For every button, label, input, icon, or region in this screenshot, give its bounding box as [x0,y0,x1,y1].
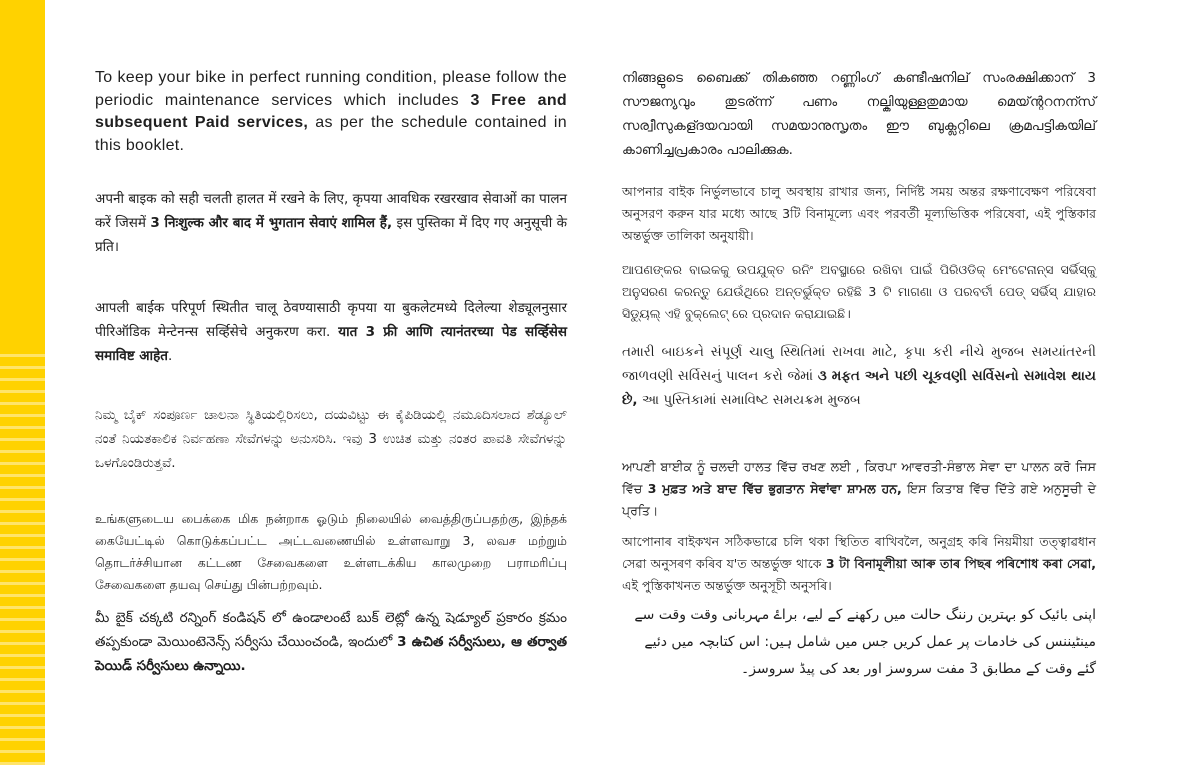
paragraph-english: To keep your bike in perfect running condition, please follow the periodic maintenance services which includes 3 Free and subsequent Paid services, as per the schedule contained in this booklet. [95,69,567,154]
paragraph-kannada: ನಿಮ್ಮ ಬೈಕ್ ಸಂಪೂರ್ಣ ಚಾಲನಾ ಸ್ಥಿತಿಯಲ್ಲಿರಿಸಲು, ದಯವಿಟ್ಟು ಈ ಕೈಪಿಡಿಯಲ್ಲಿ ನಮೂದಿಸಲಾದ ಶೆಡ್ಯೂಲ್ ನಂತೆ ನಿಯತಕಾಲಿಕ ನಿರ್ವಹಣಾ ಸೇವೆಗಳನ್ನು ಅನುಸರಿಸಿ. ಇವು 3 ಉಚಿತ ಮತ್ತು ನಂತರ ಪಾವತಿ ಸೇವೆಗಳನ್ನು ಒಳಗೊಂಡಿರುತ್ತವೆ. [95,407,567,471]
paragraph-gujarati: તમારી બાઇકને સંપૂર્ણ ચાલુ સ્થિતિમાં રાખવા માટે, કૃપા કરી નીચે મુજબ સમયાંતરની જાળવણી સર્વિસનું પાલન કરો જેમાં ૩ મફત અને પછી ચૂકવણી સર્વિસનો સમાવેશ થાય છે, આ પુસ્તિકામાં સમાવિષ્ટ સમયક્રમ મુજબ [622,344,1096,408]
paragraph-urdu: اپنی بائیک کو بہترین رننگ حالت میں رکھنے کے لیے، براۓ مہربانی وقت وقت سے مینٹیننس کی خادمات پر عمل کریں جس میں شامل ہیں: اس کتابچہ میں دئیے گئے وقت کے مطابق 3 مفت سروسز اور بعد کی پیڈ سروسز۔ [634,607,1096,677]
paragraph-hindi: अपनी बाइक को सही चलती हालत में रखने के लिए, कृपया आवधिक रखरखाव सेवाओं का पालन करें जिसमें 3 निःशुल्क और बाद में भुगतान सेवाएं शामिल हैं, इस पुस्तिका में दिए गए अनुसूची के प्रति। [95,191,567,255]
paragraph-telugu: మీ బైక్ చక్కటి రన్నింగ్ కండిషన్ లో ఉండాలంటే బుక్ లెట్లో ఉన్న షెడ్యూల్ ప్రకారం క్రమం తప్పకుండా మెయింటెనెన్స్ సర్వీసు చేయించండి, ఇందులో 3 ఉచిత సర్వీసులు, ఆ తర్వాత పెయిడ్ సర్వీసులు ఉన్నాయి. [95,610,567,674]
paragraph-marathi: आपली बाईक परिपूर्ण स्थितीत चालू ठेवण्यासाठी कृपया या बुकलेटमध्ये दिलेल्या शेड्यूलनुसार पीरिऑडिक मेन्टेनन्स सर्व्हिसेचे अनुकरण करा. यात 3 फ्री आणि त्यानंतरच्या पेड सर्व्हिसेस समाविष्ट आहेत. [95,300,567,364]
paragraph-odia: ଆପଣଙ୍କର ବାଇକକୁ ଉପଯୁକ୍ତ ରନିଂ ଅବସ୍ଥାରେ ରଖିବା ପାଇଁ ପିରିଓଡିକ୍ ମେଂଟେନାନ୍ସ ସର୍ଭିସ୍କୁ ଅନୁସରଣ କରନ୍ତୁ ଯେଉଁଥିରେ ଅନ୍ତର୍ଭୁକ୍ତ ରହିଛି 3 ଟି ମାଗଣା ଓ ପରବର୍ତୀ ପେଡ୍ ସର୍ଭିସ୍ ଯାହାର ସିଡ୍ୟୁଲ୍ ଏହି ବୁକ୍ଲେଟ୍ ରେ ପ୍ରଦାନ କରାଯାଇଛି। [622,262,1096,321]
paragraph-tamil: உங்களுடைய பைக்கை மிக நன்றாக ஓடும் நிலையில் வைத்திருப்பதற்கு, இந்தக் கையேட்டில் கொடுக்கப்பட்ட அட்டவணையில் உள்ளவாறு 3, லவச மற்றும் தொடர்ச்சியான கட்டண சேவைகளை உள்ளடக்கிய காலமுறை பராமரிப்பு சேவைகளை தயவு செய்து பின்பற்றவும். [95,511,567,592]
stripe-pattern [0,345,45,765]
paragraph-malayalam: നിങ്ങളുടെ ബൈക്ക് തികഞ്ഞ റണ്ണിംഗ് കണ്ടീഷനില് സംരക്ഷിക്കാന് 3 സൗജന്യവും തുടര്ന്ന് പണം നല്കിയുള്ളതുമായ മെയ്ന്ററനന്സ് സര്വീസുകള്ദയവായി സമയാനുസൃതം ഈ ബുക്ലറ്റിലെ ക്രമപട്ടികയില് കാണിച്ചപ്രകാരം പാലിക്കുക. [622,70,1096,158]
yellow-side-bar [0,0,45,765]
paragraph-punjabi: ਆਪਣੀ ਬਾਈਕ ਨੂੰ ਚਲਦੀ ਹਾਲਤ ਵਿੱਚ ਰਖਣ ਲਈ , ਕਿਰਪਾ ਆਵਰਤੀ-ਸੰਭਾਲ ਸੇਵਾ ਦਾ ਪਾਲਨ ਕਰੋ ਜਿਸ ਵਿੱਚ 3 ਮੁਫ਼ਤ ਅਤੇ ਬਾਦ ਵਿੱਚ ਭੁਗਤਾਨ ਸੇਵਾਂਵਾ ਸ਼ਾਮਲ ਹਨ, ਇਸ ਕਿਤਾਬ ਵਿੱਚ ਦਿੱਤੇ ਗਏ ਅਨੁਸੂਚੀ ਦੇ ਪ੍ਰਤਿ। [622,459,1097,518]
paragraph-assamese: আপোনাৰ বাইকখন সঠিকভাৱে চলি থকা স্থিতিত ৰাখিবলৈ, অনুগ্ৰহ কৰি নিয়মীয়া তত্ত্বাৱধান সেৱা অনুসৰণ কৰিব য'ত অন্তৰ্ভুক্ত থাকে 3 টা বিনামূলীয়া আৰু তাৰ পিছৰ পৰিশোধ কৰা সেৱা, এই পুস্তিকাখনত অন্তৰ্ভুক্ত অনুসূচী অনুসৰি। [622,534,1097,593]
paragraph-bengali: আপনার বাইক নির্ভুলভাবে চালু অবস্থায় রাখার জন্য, নির্দিষ্ট সময় অন্তর রক্ষণাবেক্ষণ পরিষেবা অনুসরণ করুন যার মধ্যে আছে 3টি বিনামূল্যে এবং পরবর্তী মূল্যভিত্তিক পরিষেবা, এই পুস্তিকার অন্তর্ভুক্ত তালিকা অনুযায়ী। [622,184,1096,243]
